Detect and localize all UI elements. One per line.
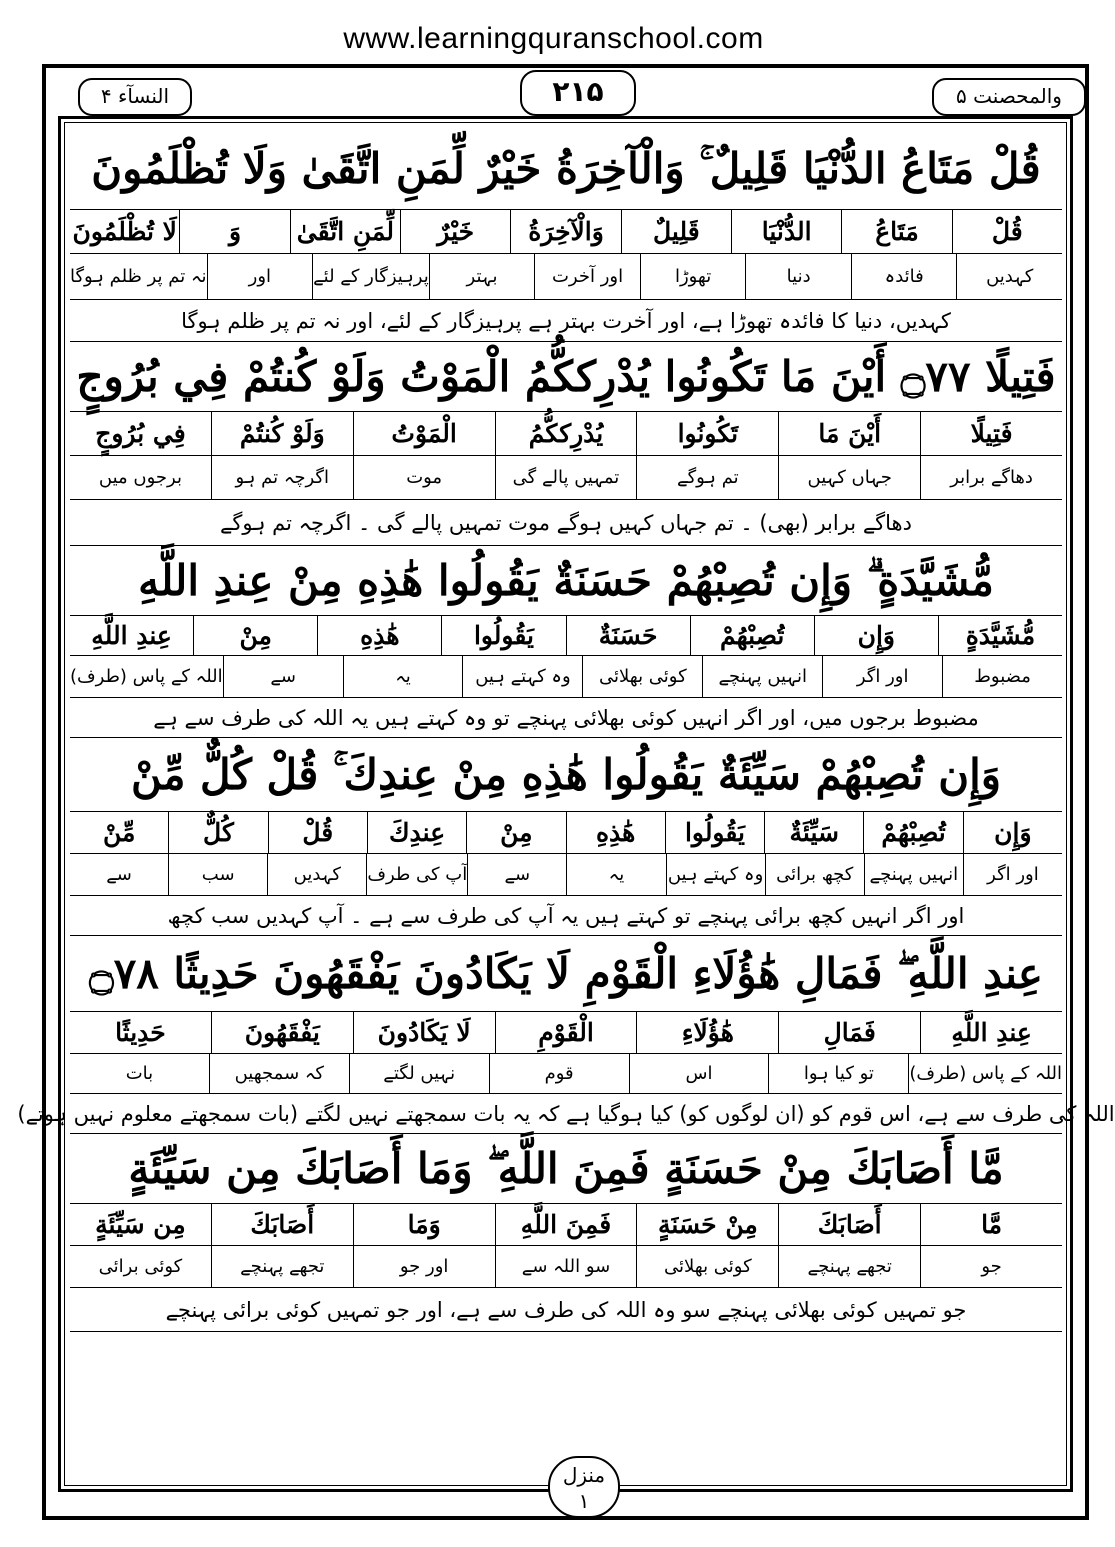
section-5 <box>17 936 1115 1134</box>
word-cell: يَقُولُوا <box>441 616 565 655</box>
word-cell: تُصِبْهُمْ <box>863 812 962 853</box>
meaning-cell: نہیں لگتے <box>349 1054 489 1093</box>
meaning-cell: اور جو <box>353 1246 495 1287</box>
word-cell: مِنْ <box>193 616 317 655</box>
ayah-line: فَتِيلًا ۝٧٧ أَيْنَ مَا تَكُونُوا يُدْرِككُّمُ الْمَوْتُ وَلَوْ كُنتُمْ فِي بُرُوجٍ <box>70 342 1062 412</box>
meaning-cell: سو اللہ سے <box>495 1246 637 1287</box>
word-row <box>70 616 1062 656</box>
translation-line: اللہ کی طرف سے ہے، اس قوم کو (ان لوگوں کو) کیا ہوگیا ہے کہ یہ بات سمجھتے نہیں لگتے (بات سمجھتے معلوم نہیں ہوتے) <box>70 1094 1062 1134</box>
word-cell: عِندِ اللَّهِ <box>920 1012 1062 1053</box>
meaning-cell: کوئی برائی <box>98 1256 183 1277</box>
meaning-cell: بات <box>125 1063 154 1084</box>
page-number: ۲۱۵ <box>520 70 636 116</box>
meaning-cell: تو کیا ہوا <box>768 1054 908 1093</box>
translation-line: اور اگر انہیں کچھ برائی پہنچے تو کہتے ہیں یہ آپ کی طرف سے ہے ۔ آپ کہدیں سب کچھ <box>70 896 1062 936</box>
ayah-line: مَّا أَصَابَكَ مِنْ حَسَنَةٍ فَمِنَ اللَّهِ ۖ وَمَا أَصَابَكَ مِن سَيِّئَةٍ <box>70 1134 1062 1204</box>
word-cell: هَٰذِهِ <box>566 812 665 853</box>
section-6 <box>70 1134 1062 1332</box>
meaning-cell: انہیں پہنچے <box>702 656 822 697</box>
meaning-cell: سے <box>223 656 343 697</box>
meaning-cell: مضبوط <box>942 656 1062 697</box>
translation-line: دھاگے برابر (بھی) ۔ تم جہاں کہیں ہوگے موت تمہیں پالے گی ۔ اگرچہ تم ہوگے <box>70 500 1062 546</box>
translation-line: کہدیں، دنیا کا فائدہ تھوڑا ہے، اور آخرت بہتر ہے پرہیزگار کے لئے، اور نہ تم پر ظلم ہوگا <box>70 300 1062 342</box>
word-cell: مِنْ حَسَنَةٍ <box>636 1204 778 1245</box>
surah-name-label: النسآء ۴ <box>78 78 192 116</box>
meaning-row <box>70 254 1062 300</box>
meaning-cell: آپ کی طرف <box>366 854 467 895</box>
meaning-cell: کوئی بھلائی <box>582 656 702 697</box>
meaning-cell: انہیں پہنچے <box>864 854 963 895</box>
ayah-line: عِندِ اللَّهِ ۖ فَمَالِ هَٰؤُلَاءِ الْقَوْمِ لَا يَكَادُونَ يَفْقَهُونَ حَدِيثًا ۝٧٨ <box>70 936 1062 1012</box>
meaning-row <box>70 656 1062 698</box>
meaning-row <box>70 1246 1062 1288</box>
word-cell: مِّنْ <box>102 818 136 847</box>
ayah-line: وَإِن تُصِبْهُمْ سَيِّئَةٌ يَقُولُوا هَٰذِهِ مِنْ عِندِكَ ۚ قُلْ كُلٌّ مِّنْ <box>70 738 1062 812</box>
word-cell: الْقَوْمِ <box>495 1012 637 1053</box>
meaning-cell: سب <box>168 854 267 895</box>
word-cell: وَالْآخِرَةُ <box>510 210 620 253</box>
section-1 <box>70 128 1062 342</box>
word-cell: كُلٌّ <box>168 812 267 853</box>
meaning-cell: دھاگے برابر <box>920 456 1062 499</box>
meaning-cell: کچھ برائی <box>765 854 864 895</box>
word-cell: أَيْنَ مَا <box>778 412 920 455</box>
word-cell: عِندِ اللَّهِ <box>91 621 172 650</box>
juz-name-label: والمحصنت ۵ <box>932 78 1086 116</box>
word-cell: وَ <box>179 210 289 253</box>
word-cell: مُّشَيَّدَةٍ <box>938 616 1062 655</box>
word-cell: حَدِيثًا <box>115 1018 166 1047</box>
word-cell: تُصِبْهُمْ <box>690 616 814 655</box>
meaning-cell: بہتر <box>429 254 535 299</box>
meaning-cell: جہاں کہیں <box>778 456 920 499</box>
word-cell: تَكُونُوا <box>636 412 778 455</box>
word-cell: وَإِن <box>963 812 1062 853</box>
meaning-cell: اس <box>629 1054 769 1093</box>
meaning-row <box>70 1054 1062 1094</box>
meaning-cell: اللہ کے پاس (طرف) <box>69 666 223 687</box>
word-cell: الدُّنْيَا <box>731 210 841 253</box>
word-row <box>70 1204 1062 1246</box>
word-cell: لَا يَكَادُونَ <box>353 1012 495 1053</box>
meaning-cell: تم ہوگے <box>636 456 778 499</box>
manzil-number: ۱ <box>578 1489 590 1513</box>
word-cell: وَلَوْ كُنتُمْ <box>211 412 353 455</box>
word-cell: الْمَوْتُ <box>353 412 495 455</box>
translation-line: جو تمہیں کوئی بھلائی پہنچے سو وہ اللہ کی طرف سے ہے، اور جو تمہیں کوئی برائی پہنچے <box>70 1288 1062 1332</box>
meaning-row <box>70 456 1062 500</box>
word-cell: قُلْ <box>952 210 1062 253</box>
meaning-cell: وہ کہتے ہیں <box>666 854 765 895</box>
manzil-badge <box>548 1456 620 1518</box>
meaning-cell: اور اگر <box>822 656 942 697</box>
meaning-cell: پرہیزگار کے لئے <box>312 254 429 299</box>
meaning-cell: کہدیں <box>956 254 1062 299</box>
word-cell: أَصَابَكَ <box>211 1204 353 1245</box>
manzil-label: منزل <box>562 1463 606 1487</box>
meaning-cell: تھوڑا <box>640 254 746 299</box>
word-cell: قَلِيلٌ <box>621 210 731 253</box>
meaning-cell: اور <box>207 254 313 299</box>
word-cell: عِندِكَ <box>367 812 466 853</box>
word-cell: يُدْرِككُّمُ <box>495 412 637 455</box>
meaning-cell: کہدیں <box>267 854 366 895</box>
word-cell: لِّمَنِ اتَّقَىٰ <box>290 210 400 253</box>
meaning-cell: یہ <box>566 854 665 895</box>
translation-line: مضبوط برجوں میں، اور اگر انہیں کوئی بھلائی پہنچے تو وہ کہتے ہیں یہ اللہ کی طرف سے ہے <box>70 698 1062 738</box>
word-cell: لَا تُظْلَمُونَ <box>72 217 177 246</box>
meaning-cell: دنیا <box>745 254 851 299</box>
word-cell: خَيْرٌ <box>400 210 510 253</box>
word-cell: يَقُولُوا <box>665 812 764 853</box>
section-3 <box>70 546 1062 738</box>
meaning-cell: برجوں میں <box>98 467 182 488</box>
meaning-cell: یہ <box>343 656 463 697</box>
meaning-cell: کوئی بھلائی <box>636 1246 778 1287</box>
word-cell: فَمَالِ <box>778 1012 920 1053</box>
word-cell: حَسَنَةٌ <box>566 616 690 655</box>
word-cell: هَٰذِهِ <box>317 616 441 655</box>
meaning-cell: سے <box>106 864 132 885</box>
meaning-cell: قوم <box>489 1054 629 1093</box>
page-content <box>17 128 1115 1332</box>
meaning-cell: موت <box>353 456 495 499</box>
word-cell: وَمَا <box>353 1204 495 1245</box>
ayah-line: قُلْ مَتَاعُ الدُّنْيَا قَلِيلٌ ۚ وَالْآخِرَةُ خَيْرٌ لِّمَنِ اتَّقَىٰ وَلَا تُظْلَمُونَ <box>70 128 1062 210</box>
meaning-row <box>70 854 1062 896</box>
word-row <box>70 210 1062 254</box>
meaning-cell: سے <box>467 854 566 895</box>
section-4 <box>70 738 1062 936</box>
meaning-cell: وہ کہتے ہیں <box>462 656 582 697</box>
word-cell: مِن سَيِّئَةٍ <box>95 1210 186 1239</box>
meaning-cell: اور آخرت <box>534 254 640 299</box>
meaning-cell: تمہیں پالے گی <box>495 456 637 499</box>
section-2 <box>70 342 1062 546</box>
word-cell: أَصَابَكَ <box>778 1204 920 1245</box>
meaning-cell: کہ سمجھیں <box>209 1054 349 1093</box>
word-cell: مِنْ <box>466 812 565 853</box>
word-row <box>70 812 1062 854</box>
meaning-cell: جو <box>920 1246 1062 1287</box>
word-cell: مَّا <box>920 1204 1062 1245</box>
meaning-cell: فائدہ <box>851 254 957 299</box>
meaning-cell: تجھے پہنچے <box>778 1246 920 1287</box>
word-cell: فَمِنَ اللَّهِ <box>495 1204 637 1245</box>
meaning-cell: اگرچہ تم ہو <box>211 456 353 499</box>
meaning-cell: اور اگر <box>963 854 1062 895</box>
word-cell: فَتِيلًا <box>920 412 1062 455</box>
website-url[interactable]: www.learningquranschool.com <box>343 22 764 55</box>
word-row <box>70 1012 1062 1054</box>
meaning-cell: تجھے پہنچے <box>211 1246 353 1287</box>
meaning-cell: نہ تم پر ظلم ہوگا <box>70 266 207 287</box>
word-row <box>70 412 1062 456</box>
word-cell: يَفْقَهُونَ <box>211 1012 353 1053</box>
word-cell: فِي بُرُوجٍ <box>95 419 186 448</box>
word-cell: قُلْ <box>268 812 367 853</box>
word-cell: وَإِن <box>814 616 938 655</box>
word-cell: هَٰؤُلَاءِ <box>636 1012 778 1053</box>
meaning-cell: اللہ کے پاس (طرف) <box>908 1054 1062 1093</box>
word-cell: سَيِّئَةٌ <box>764 812 863 853</box>
ayah-line: مُّشَيَّدَةٍ ۗ وَإِن تُصِبْهُمْ حَسَنَةٌ يَقُولُوا هَٰذِهِ مِنْ عِندِ اللَّهِ <box>70 546 1062 616</box>
word-cell: مَتَاعُ <box>841 210 951 253</box>
